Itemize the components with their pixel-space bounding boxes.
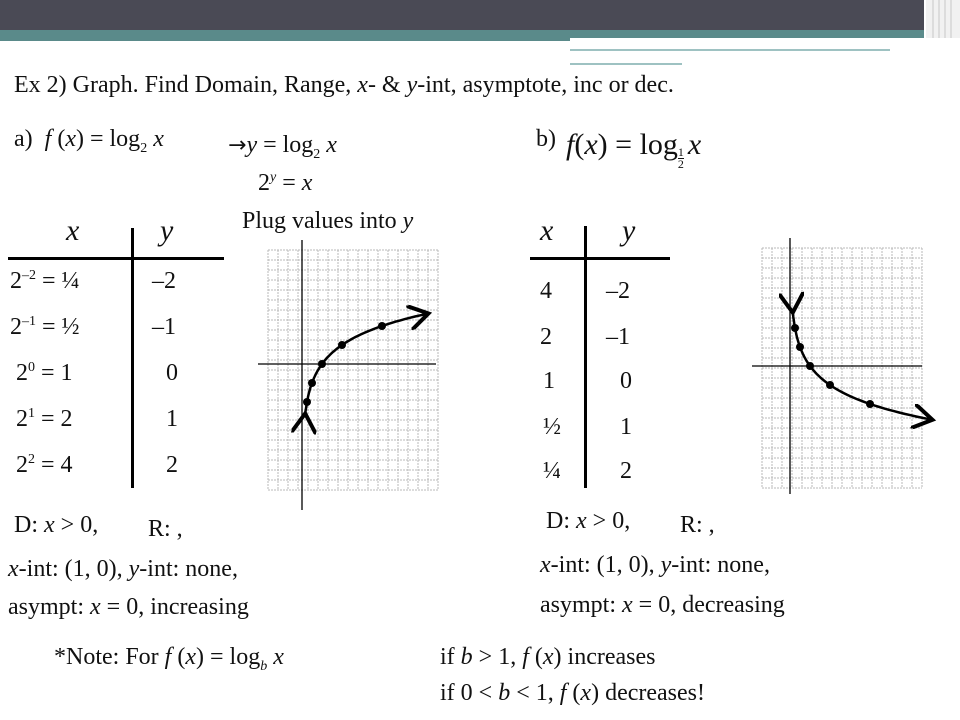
cell-x: = ¼ bbox=[36, 268, 80, 294]
asym-text: asympt: bbox=[8, 594, 90, 620]
title-text: Ex 2) Graph. Find Domain, Range, bbox=[14, 72, 358, 98]
table-cell-y: –2 bbox=[606, 278, 630, 304]
table-cell-y: –1 bbox=[152, 314, 176, 340]
table-cell-y: 1 bbox=[620, 414, 632, 440]
table-b-header-rule bbox=[530, 257, 670, 260]
table-a-header-y: y bbox=[160, 214, 174, 247]
note-f: f bbox=[522, 644, 529, 670]
note-x: x bbox=[185, 644, 196, 670]
header-stripe bbox=[932, 0, 934, 38]
func-f: f bbox=[44, 126, 52, 152]
int-text: -int: none, bbox=[671, 552, 770, 578]
title-text-end: -int, asymptote, inc or dec. bbox=[417, 72, 674, 98]
table-a-header-rule bbox=[8, 257, 224, 260]
data-point bbox=[338, 341, 346, 349]
note-text: if bbox=[440, 644, 461, 670]
step-y: y bbox=[246, 132, 258, 158]
note-text: ( bbox=[171, 644, 186, 670]
note-text: *Note: For bbox=[54, 644, 165, 670]
note-condition-2 bbox=[440, 680, 705, 707]
title-text-mid: - & bbox=[367, 72, 407, 98]
fraction-num: 1 bbox=[677, 145, 684, 159]
table-cell-y: 2 bbox=[620, 458, 632, 484]
table-cell-x: ½ bbox=[543, 414, 561, 440]
table-cell-y: 1 bbox=[166, 406, 178, 432]
data-point bbox=[378, 322, 386, 330]
data-point bbox=[826, 381, 834, 389]
part-a-heading bbox=[14, 126, 164, 157]
cell-x: = 4 bbox=[35, 452, 73, 478]
data-point bbox=[318, 360, 326, 368]
func-f: f bbox=[566, 128, 575, 161]
table-row bbox=[16, 406, 73, 433]
table-cell-y: –2 bbox=[152, 268, 176, 294]
part-b-label: b) bbox=[536, 126, 556, 152]
range-a: R: , bbox=[148, 516, 183, 542]
int-text: -int: (1, 0), bbox=[550, 552, 661, 578]
cell-base: 2 bbox=[16, 406, 28, 432]
table-cell-x: 2 bbox=[540, 324, 552, 350]
data-point bbox=[303, 398, 311, 406]
cell-exp: –1 bbox=[22, 314, 36, 329]
header-bar bbox=[0, 0, 924, 30]
note-text: < 1, bbox=[510, 680, 560, 706]
cell-base: 2 bbox=[16, 360, 28, 386]
note-x: x bbox=[542, 644, 554, 670]
func-x: x bbox=[687, 128, 702, 161]
cell-exp: 0 bbox=[28, 360, 35, 375]
note-log-base: b bbox=[260, 658, 268, 674]
asymptote-b bbox=[540, 592, 785, 619]
func-text: ( bbox=[574, 128, 585, 161]
step-x: x bbox=[320, 132, 337, 158]
step-line-3 bbox=[242, 208, 413, 235]
step-line-2 bbox=[258, 170, 312, 197]
note-x: x bbox=[580, 680, 592, 706]
func-text: ) = log bbox=[597, 128, 678, 161]
header-rule-short bbox=[570, 63, 682, 65]
cell-x: = 2 bbox=[35, 406, 73, 432]
int-text: -int: none, bbox=[139, 556, 238, 582]
table-cell-y: –1 bbox=[606, 324, 630, 350]
func-text: ) = log bbox=[75, 126, 141, 152]
header-rule-light bbox=[570, 49, 890, 51]
range-b: R: , bbox=[680, 512, 715, 538]
table-cell-x: 1 bbox=[543, 368, 555, 394]
step-line-1 bbox=[228, 132, 337, 163]
log-base-fraction bbox=[678, 147, 684, 170]
domain-label: D: bbox=[546, 508, 576, 534]
right-arrow-icon: → bbox=[228, 133, 247, 158]
page-title bbox=[14, 72, 674, 99]
table-a-divider bbox=[131, 228, 134, 488]
note-line bbox=[54, 644, 284, 675]
cell-x: = ½ bbox=[36, 314, 80, 340]
note-text: ) = log bbox=[196, 644, 261, 670]
cell-exp: 2 bbox=[28, 452, 35, 467]
step-text: = bbox=[276, 170, 302, 196]
cell-exp: 1 bbox=[28, 406, 35, 421]
intercepts-b bbox=[540, 552, 770, 579]
data-point bbox=[796, 343, 804, 351]
intercepts-a bbox=[8, 556, 238, 583]
table-cell-y: 0 bbox=[166, 360, 178, 386]
header-stripe bbox=[950, 0, 952, 38]
table-b-header-x: x bbox=[540, 214, 554, 247]
part-b-function bbox=[566, 128, 701, 170]
data-point bbox=[806, 362, 814, 370]
int-y: y bbox=[128, 556, 140, 582]
note-text: ) decreases! bbox=[591, 680, 705, 706]
table-cell-x: ¼ bbox=[543, 458, 561, 484]
note-f: f bbox=[559, 680, 567, 706]
note-text: ( bbox=[528, 644, 543, 670]
step-exponent: y bbox=[270, 170, 277, 185]
graph-b bbox=[752, 238, 924, 496]
domain-a bbox=[14, 512, 98, 539]
note-b: b bbox=[460, 644, 473, 670]
note-b: b bbox=[498, 680, 511, 706]
header-stripe bbox=[944, 0, 946, 38]
asym-x: x bbox=[622, 592, 633, 618]
table-b-header-y: y bbox=[622, 214, 636, 247]
func-log-base: 2 bbox=[140, 140, 148, 156]
asymptote-a bbox=[8, 594, 249, 621]
table-b-divider bbox=[584, 226, 587, 488]
data-point bbox=[866, 400, 874, 408]
note-text: ) increases bbox=[553, 644, 656, 670]
step-text: = log bbox=[257, 132, 314, 158]
cell-exp: –2 bbox=[22, 268, 36, 283]
step-y: y bbox=[402, 208, 414, 234]
table-cell-y: 2 bbox=[166, 452, 178, 478]
note-text: > 1, bbox=[472, 644, 523, 670]
int-y: y bbox=[660, 552, 672, 578]
step-log-base: 2 bbox=[313, 146, 321, 162]
int-x: x bbox=[540, 552, 551, 578]
domain-label: D: bbox=[14, 512, 44, 538]
step-base: 2 bbox=[258, 170, 270, 196]
asym-text: asympt: bbox=[540, 592, 622, 618]
asym-text: = 0, increasing bbox=[100, 594, 249, 620]
domain-b bbox=[546, 508, 630, 535]
int-text: -int: (1, 0), bbox=[18, 556, 129, 582]
data-point bbox=[308, 379, 316, 387]
table-row bbox=[10, 314, 80, 341]
cell-x: = 1 bbox=[35, 360, 73, 386]
note-f: f bbox=[164, 644, 172, 670]
cell-base: 2 bbox=[10, 314, 22, 340]
title-y: y bbox=[406, 72, 418, 98]
table-row bbox=[16, 360, 73, 387]
func-x: x bbox=[65, 126, 76, 152]
step-text: Plug values into bbox=[242, 208, 403, 234]
domain-x: x bbox=[576, 508, 587, 534]
domain-text: > 0, bbox=[586, 508, 631, 534]
int-x: x bbox=[8, 556, 19, 582]
header-rule bbox=[0, 38, 570, 41]
domain-x: x bbox=[44, 512, 55, 538]
header-accent-bar bbox=[0, 30, 924, 38]
domain-text: > 0, bbox=[54, 512, 99, 538]
table-row bbox=[10, 268, 80, 295]
part-a-label: a) bbox=[14, 126, 33, 152]
table-cell-y: 0 bbox=[620, 368, 632, 394]
note-text: if 0 < bbox=[440, 680, 499, 706]
data-point bbox=[791, 324, 799, 332]
note-x: x bbox=[267, 644, 284, 670]
table-row bbox=[16, 452, 73, 479]
cell-base: 2 bbox=[10, 268, 22, 294]
note-text: ( bbox=[566, 680, 581, 706]
func-x: x bbox=[584, 128, 598, 161]
note-condition-1 bbox=[440, 644, 656, 671]
header-stripe bbox=[938, 0, 940, 38]
asym-x: x bbox=[90, 594, 101, 620]
step-x: x bbox=[301, 170, 313, 196]
title-x: x bbox=[357, 72, 368, 98]
func-x: x bbox=[147, 126, 164, 152]
graph-a bbox=[258, 240, 438, 512]
asym-text: = 0, decreasing bbox=[632, 592, 785, 618]
cell-base: 2 bbox=[16, 452, 28, 478]
func-text: ( bbox=[51, 126, 66, 152]
table-cell-x: 4 bbox=[540, 278, 552, 304]
table-a-header-x: x bbox=[66, 214, 80, 247]
fraction-den: 2 bbox=[677, 157, 684, 171]
